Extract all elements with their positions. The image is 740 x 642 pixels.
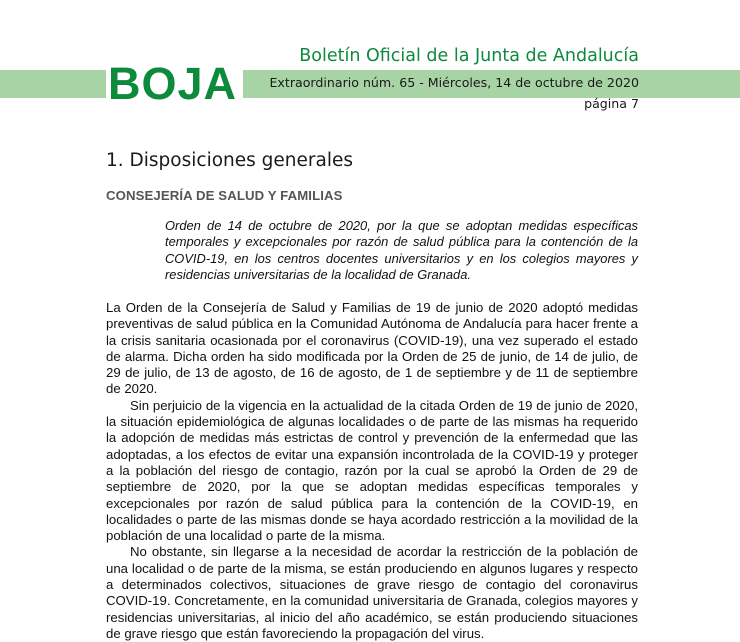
body-paragraph-3: No obstante, sin llegarse a la necesidad de acordar la restricción de la población de una localidad o de parte de la misma, se están produciendo en algunos lugares y respecto a determinados colectivos, situaciones de grave riesgo de contagio del coronavirus COVID-19. Concretamente, en la comunidad universitaria de Granada, colegios mayores y residencias universitarias, al inicio del año académico, se están produciendo situaciones de grave riesgo que están favoreciendo la propagación del virus. [106,544,638,641]
ministry-heading: CONSEJERÍA DE SALUD Y FAMILIAS [106,188,343,203]
boja-logo: BOJA [106,58,243,110]
order-title: Orden de 14 de octubre de 2020, por la que se adoptan medidas específicas temporales y excepcionales por razón de salud pública para la contención de la COVID-19, en los centros docentes universitarios y en los colegios mayores y residencias universitarias de la localidad de Granada. [165,218,638,283]
body-paragraph-2: Sin perjuicio de la vigencia en la actualidad de la citada Orden de 19 de junio de 2020, la situación epidemiológica de algunas localidades o de parte de las mismas ha requerido la adopción de medidas más estrictas de control y prevención de la enfermedad que las adoptadas, a los efectos de evitar una expansión incontrolada de la COVID-19 y proteger a la población del riesgo de contagio, razón por la cual se aprobó la Orden de 29 de septiembre de 2020, por la que se adoptan medidas específicas temporales y excepcionales por razón de salud pública para la contención de la COVID-19, en localidades o parte de las mismas donde se haya acordado restricción a la movilidad de la población de una localidad o parte de la misma. [106,397,638,544]
section-heading: 1. Disposiciones generales [106,150,353,171]
document-body [106,300,638,642]
bulletin-title: Boletín Oficial de la Junta de Andalucía [299,46,639,66]
body-paragraph-1: La Orden de la Consejería de Salud y Familias de 19 de junio de 2020 adoptó medidas preventivas de salud pública en la Comunidad Autónoma de Andalucía para hacer frente a la crisis sanitaria ocasionada por el coronavirus (COVID-19), una vez superado el estado de alarma. Dicha orden ha sido modificada por la Orden de 25 de junio, de 14 de julio, de 29 de julio, de 13 de agosto, de 16 de agosto, de 1 de septiembre y de 11 de septiembre de 2020. [106,300,638,397]
issue-info: Extraordinario núm. 65 - Miércoles, 14 de octubre de 2020 [269,75,639,90]
page-number: página 7 [584,96,639,111]
